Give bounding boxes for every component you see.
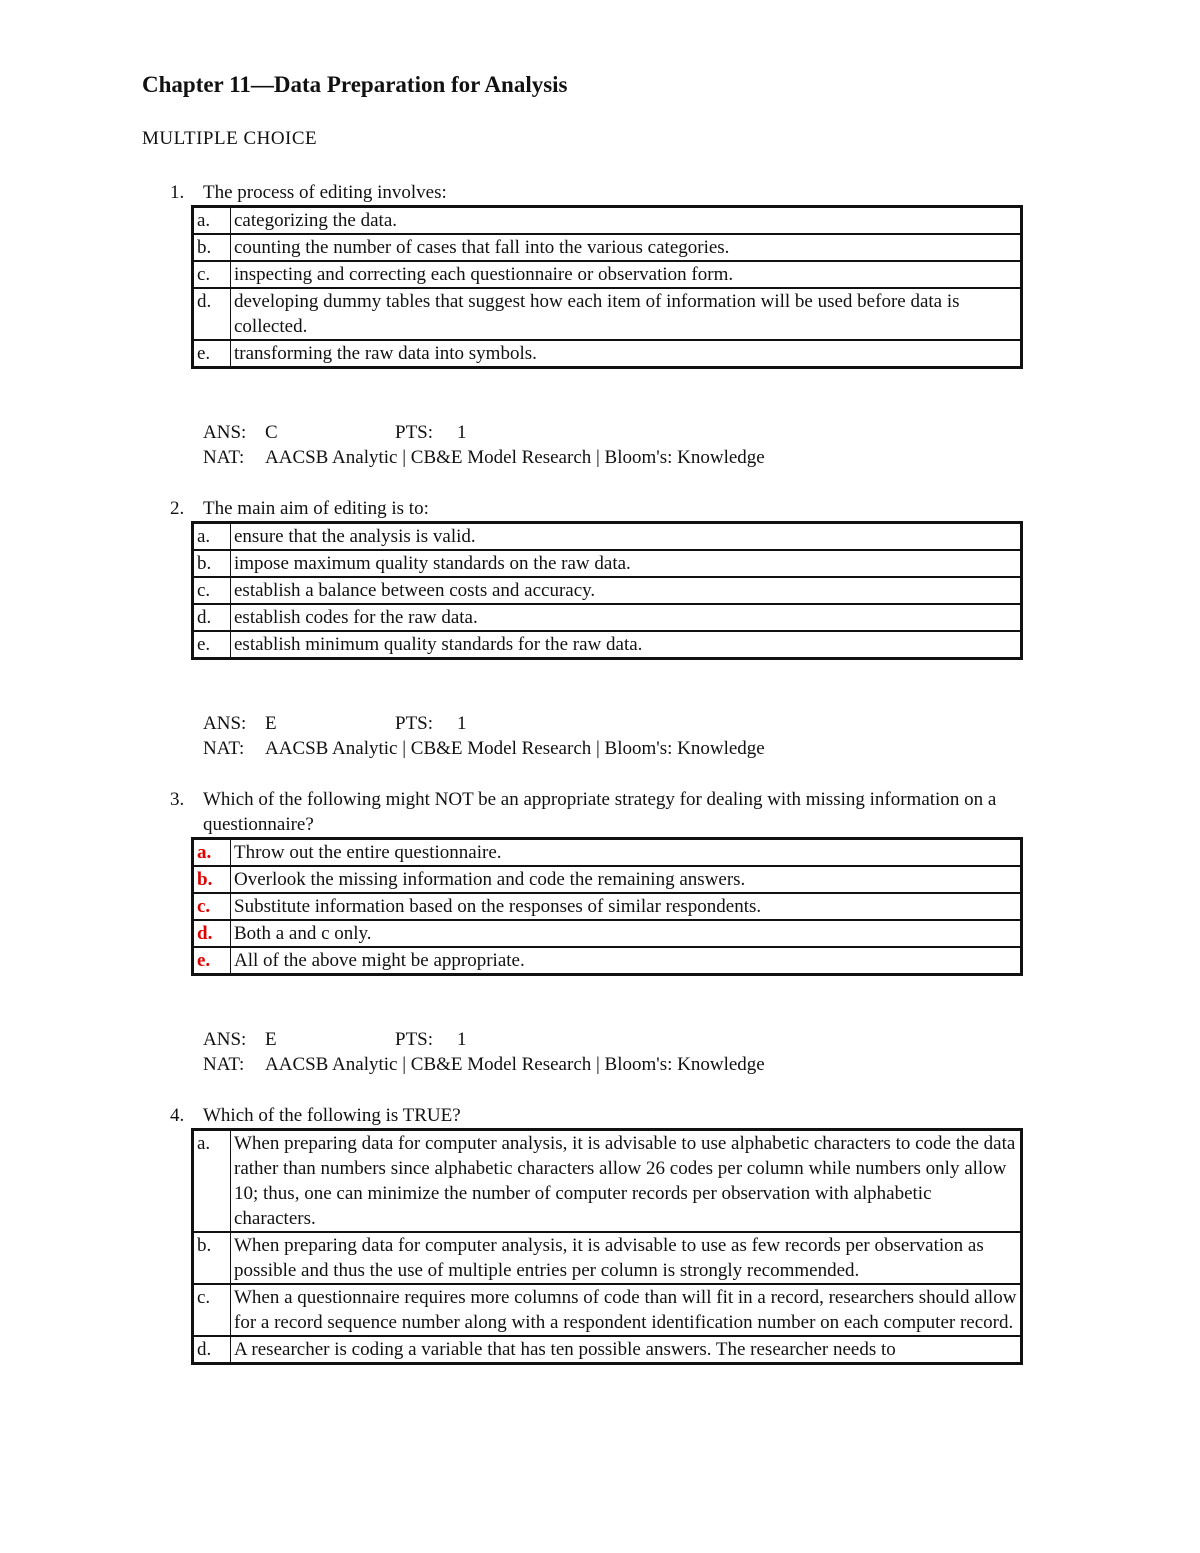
question-number: 4. [170,1105,185,1126]
choice-row [193,550,1022,577]
question-number: 3. [170,789,185,810]
question-stem: Which of the following is TRUE? [203,1105,461,1126]
choice-letter: b. [193,1232,231,1284]
choice-text: transforming the raw data into symbols. [231,340,1022,368]
choice-row [193,523,1022,551]
choice-row [193,340,1022,368]
choice-row [193,207,1022,235]
question-number: 1. [170,182,185,203]
chapter-title: Chapter 11—Data Preparation for Analysis [142,72,568,97]
choice-letter: e. [193,340,231,368]
choice-letter: d. [193,288,231,340]
choice-letter: a. [193,523,231,551]
choice-text: Both a and c only. [231,920,1022,947]
choice-letter: a. [193,839,231,867]
choice-letter: c. [193,893,231,920]
choice-row [193,631,1022,659]
choice-text: A researcher is coding a variable that has ten possible answers. The researcher needs to [231,1336,1022,1364]
choices-table [191,521,1023,660]
question-stem: The main aim of editing is to: [203,498,429,519]
choice-row [193,1130,1022,1233]
ans-value: E [265,1029,277,1050]
choice-letter: b. [193,866,231,893]
choice-text: Substitute information based on the responses of similar respondents. [231,893,1022,920]
pts-label: PTS: [395,1029,434,1050]
choice-text: When preparing data for computer analysis, it is advisable to use alphabetic characters to code the data rather than numbers since alphabetic characters allow 26 codes per column while numbers only allow 10; thus, one can minimize the number of computer records per observation with alphabetic characters. [231,1130,1022,1233]
answer-block-1 [203,420,765,470]
choice-row [193,839,1022,867]
question-2 [170,496,1100,660]
pts-value: 1 [457,1029,467,1050]
nat-value: AACSB Analytic | CB&E Model Research | Bloom's: Knowledge [265,738,765,759]
section-heading: MULTIPLE CHOICE [142,128,318,149]
ans-value: E [265,713,277,734]
choice-row [193,288,1022,340]
nat-label: NAT: [203,738,245,759]
choice-letter: e. [193,947,231,975]
choice-row [193,1284,1022,1336]
pts-value: 1 [457,713,467,734]
choice-text: Throw out the entire questionnaire. [231,839,1022,867]
ans-label: ANS: [203,1029,247,1050]
choice-row [193,577,1022,604]
choice-text: counting the number of cases that fall into the various categories. [231,234,1022,261]
pts-label: PTS: [395,713,434,734]
choice-letter: e. [193,631,231,659]
choice-text: establish a balance between costs and accuracy. [231,577,1022,604]
choice-letter: a. [193,1130,231,1233]
choice-letter: d. [193,920,231,947]
choice-text: Overlook the missing information and code the remaining answers. [231,866,1022,893]
question-3 [170,787,1100,976]
choice-row [193,893,1022,920]
choice-letter: a. [193,207,231,235]
ans-label: ANS: [203,422,247,443]
choice-letter: c. [193,1284,231,1336]
choice-text: categorizing the data. [231,207,1022,235]
ans-value: C [265,422,278,443]
choice-row [193,234,1022,261]
answer-block-2 [203,711,765,761]
choice-text: ensure that the analysis is valid. [231,523,1022,551]
choice-text: When a questionnaire requires more columns of code than will fit in a record, researchers should allow for a record sequence number along with a respondent identification number on each computer record. [231,1284,1022,1336]
pts-value: 1 [457,422,467,443]
choice-letter: c. [193,577,231,604]
choice-text: establish codes for the raw data. [231,604,1022,631]
choice-text: When preparing data for computer analysis, it is advisable to use as few records per observation as possible and thus the use of multiple entries per column is strongly recommended. [231,1232,1022,1284]
choice-letter: c. [193,261,231,288]
choice-letter: b. [193,234,231,261]
choice-text: inspecting and correcting each questionnaire or observation form. [231,261,1022,288]
question-4 [170,1103,1100,1365]
nat-label: NAT: [203,1054,245,1075]
question-stem: Which of the following might NOT be an appropriate strategy for dealing with missing information on a questionnaire? [203,789,997,835]
nat-value: AACSB Analytic | CB&E Model Research | Bloom's: Knowledge [265,1054,765,1075]
choice-text: impose maximum quality standards on the raw data. [231,550,1022,577]
pts-label: PTS: [395,422,434,443]
nat-label: NAT: [203,447,245,468]
choices-table [191,837,1023,976]
choice-text: All of the above might be appropriate. [231,947,1022,975]
nat-value: AACSB Analytic | CB&E Model Research | Bloom's: Knowledge [265,447,765,468]
question-stem: The process of editing involves: [203,182,447,203]
choice-letter: b. [193,550,231,577]
choice-letter: d. [193,604,231,631]
answer-block-3 [203,1027,765,1077]
choices-table [191,205,1023,369]
choice-row [193,261,1022,288]
choice-row [193,866,1022,893]
choice-row [193,1232,1022,1284]
choice-row [193,947,1022,975]
choice-text: developing dummy tables that suggest how each item of information will be used before data is collected. [231,288,1022,340]
choice-row [193,1336,1022,1364]
choice-text: establish minimum quality standards for the raw data. [231,631,1022,659]
choice-letter: d. [193,1336,231,1364]
question-number: 2. [170,498,185,519]
choices-table [191,1128,1023,1365]
choice-row [193,604,1022,631]
choice-row [193,920,1022,947]
ans-label: ANS: [203,713,247,734]
question-1 [170,180,1100,369]
